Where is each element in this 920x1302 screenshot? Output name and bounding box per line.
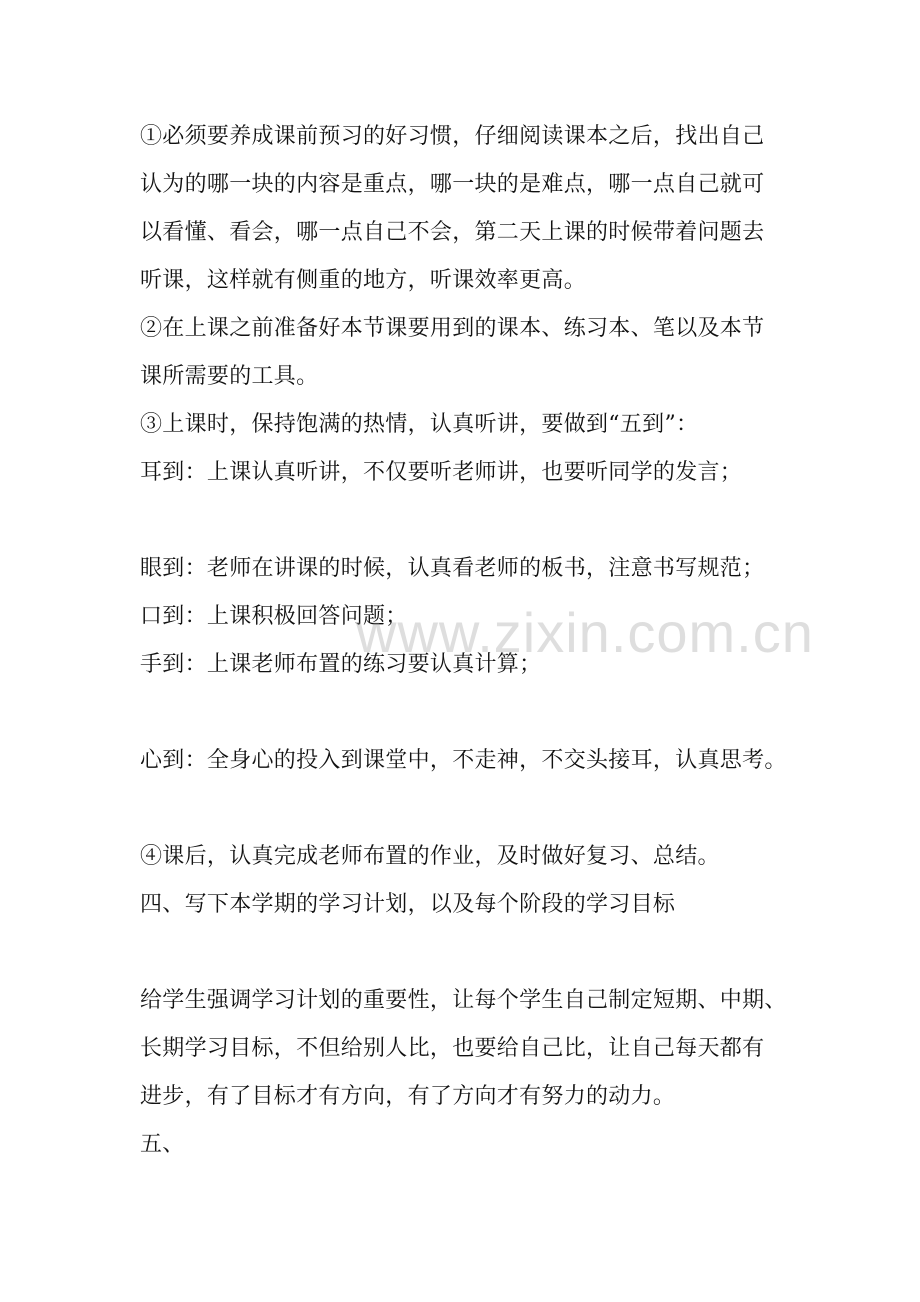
text-line: 进步，有了目标才有方向，有了方向才有努力的动力。 [140,1084,676,1109]
text-line: ④课后，认真完成老师布置的作业，及时做好复习、总结。 [140,844,720,869]
text-line: 耳到：上课认真听讲，不仅要听老师讲，也要听同学的发言； [140,460,743,485]
text-line: 长期学习目标，不但给别人比，也要给自己比，让自己每天都有 [140,1036,765,1061]
text-line: ①必须要养成课前预习的好习惯，仔细阅读课本之后，找出自己 [140,124,765,149]
text-line: ③上课时，保持饱满的热情，认真听讲，要做到“五到”： [140,412,699,437]
text-line: 手到：上课老师布置的练习要认真计算； [140,652,542,677]
text-line: 眼到：老师在讲课的时候，认真看老师的板书，注意书写规范； [140,556,765,581]
text-line: 口到：上课积极回答问题； [140,604,408,629]
section-heading: 五、 [140,1132,185,1157]
text-line: 听课，这样就有侧重的地方，听课效率更高。 [140,268,587,293]
section-heading: 四、写下本学期的学习计划，以及每个阶段的学习目标 [140,892,676,917]
text-line: 课所需要的工具。 [140,364,319,389]
text-line: 心到：全身心的投入到课堂中，不走神，不交头接耳，认真思考。 [140,748,787,773]
text-line: 给学生强调学习计划的重要性，让每个学生自己制定短期、中期、 [140,988,787,1013]
text-line: 认为的哪一块的内容是重点，哪一块的是难点，哪一点自己就可 [140,172,765,197]
text-line: ②在上课之前准备好本节课要用到的课本、练习本、笔以及本节 [140,316,765,341]
watermark: www.zixin.com.cn [356,601,814,664]
text-line: 以看懂、看会，哪一点自己不会，第二天上课的时候带着问题去 [140,220,765,245]
